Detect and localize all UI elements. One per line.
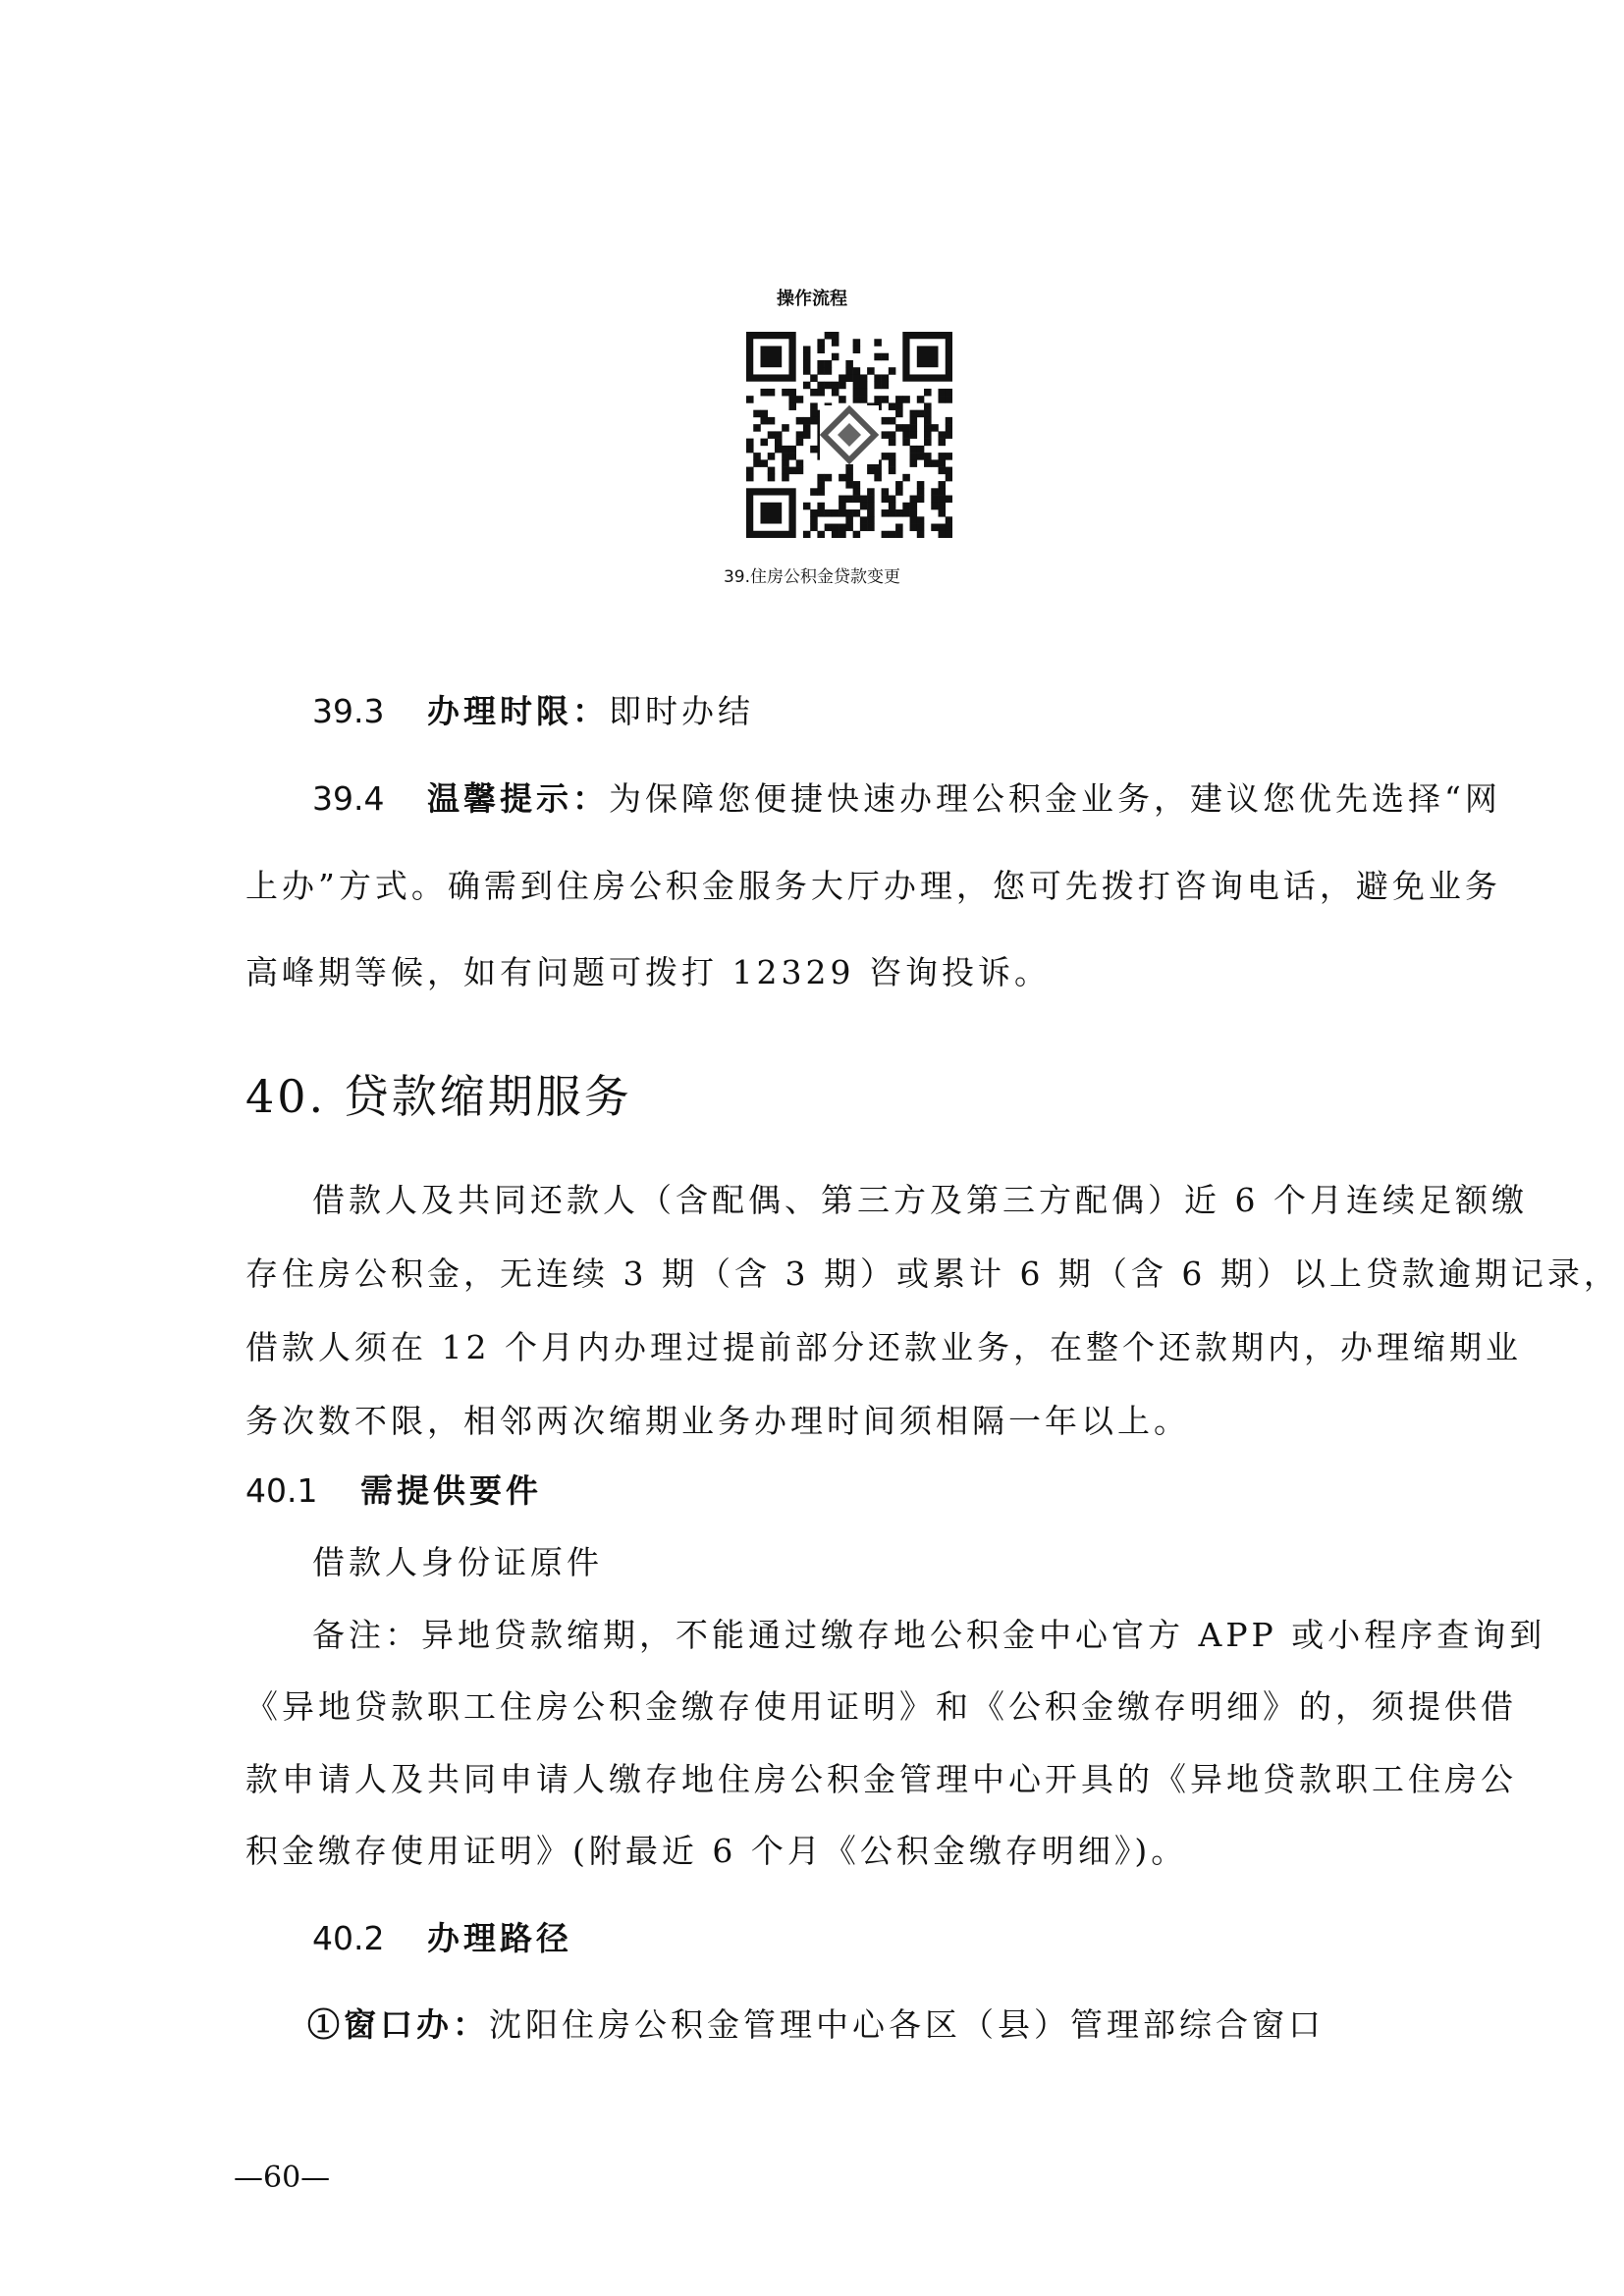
note-line: 款申请人及共同申请人缴存地住房公积金管理中心开具的《异地贷款职工住房公 [245,1760,1517,1798]
note-line: 备注：异地贷款缩期，不能通过缴存地公积金中心官方 APP 或小程序查询到 [312,1616,1546,1654]
route-text: 沈阳住房公积金管理中心各区（县）管理部综合窗口 [489,2005,1325,2044]
required-document: 借款人身份证原件 [312,1543,603,1581]
section-heading-40: 40. 贷款缩期服务 [245,1070,632,1123]
note-line: 积金缴存使用证明》(附最近 6 个月《公积金缴存明细》)。 [245,1832,1188,1870]
section-number: 39.4 [312,779,385,818]
section-number: 40.1 [245,1471,318,1510]
paragraph-line: 借款人及共同还款人（含配偶、第三方及第三方配偶）近 6 个月连续足额缴 [312,1181,1528,1219]
section-text: 为保障您便捷快速办理公积金业务，建议您优先选择“网 [608,779,1501,818]
qr-caption: 39.住房公积金贷款变更 [723,567,901,587]
paragraph-line: 借款人须在 12 个月内办理过提前部分还款业务，在整个还款期内，办理缩期业 [245,1328,1522,1366]
route-label: ①窗口办： [307,2005,489,2044]
section-label: 需提供要件 [359,1471,542,1510]
paragraph-line: 存住房公积金，无连续 3 期（含 3 期）或累计 6 期（含 6 期）以上贷款逾期记录， [245,1255,1620,1293]
section-39-4 [312,779,1501,818]
window-route [307,2005,1325,2044]
note-line: 《异地贷款职工住房公积金缴存使用证明》和《公积金缴存明细》的，须提供借 [245,1687,1517,1726]
page-number: —60— [234,2161,331,2195]
section-39-3 [312,692,754,730]
section-label: 温馨提示： [426,779,609,818]
section-40-2 [312,1919,572,1957]
qr-title: 操作流程 [777,289,847,309]
section-number: 40.2 [312,1919,385,1957]
section-text: 即时办结 [608,692,754,730]
section-label: 办理时限： [426,692,609,730]
paragraph-line: 高峰期等候，如有问题可拨打 12329 咨询投诉。 [245,953,1051,991]
qr-code-image [746,332,952,538]
paragraph-line: 务次数不限，相邻两次缩期业务办理时间须相隔一年以上。 [245,1402,1190,1440]
section-label: 办理路径 [426,1919,572,1957]
paragraph-line: 上办”方式。确需到住房公积金服务大厅办理，您可先拨打咨询电话，避免业务 [245,867,1501,905]
section-number: 39.3 [312,692,385,730]
section-40-1 [245,1471,542,1510]
